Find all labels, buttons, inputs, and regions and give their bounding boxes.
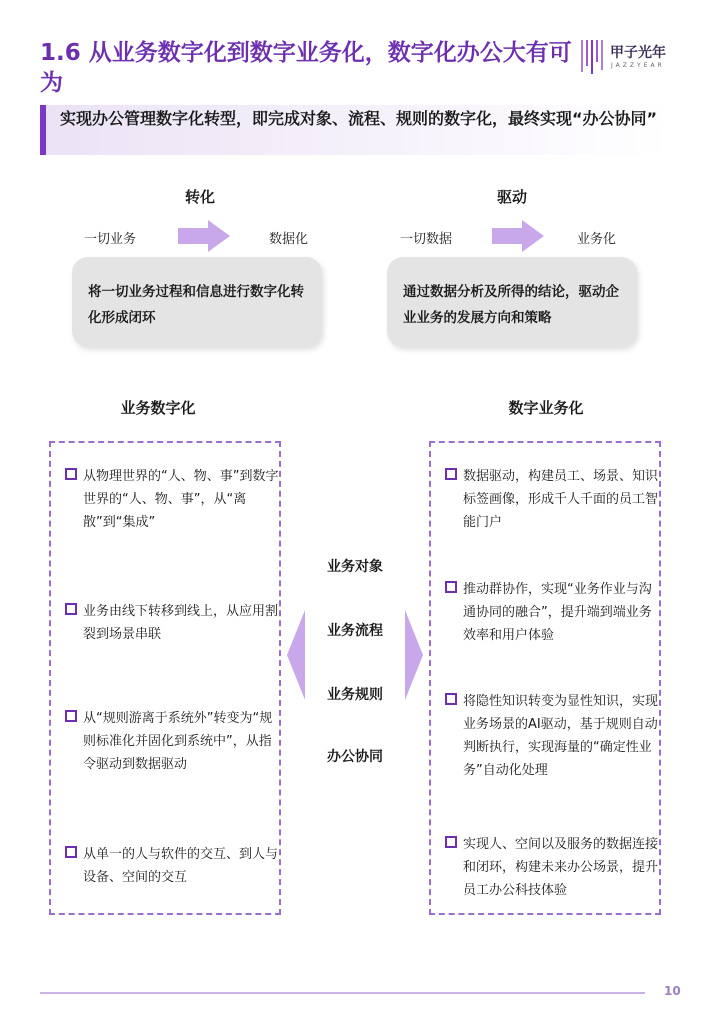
right-panel-heading: 数字业务化 [508, 399, 584, 417]
transform-desc: 将一切业务过程和信息进行数字化转化形成闭环 [88, 284, 304, 326]
logo-name: 甲子光年 [610, 45, 666, 61]
transform-heading: 转化 [184, 188, 215, 206]
square-bullet-icon [445, 468, 457, 480]
right-arrow-icon [178, 220, 230, 252]
logo-bars-icon [580, 38, 604, 74]
right-arrow-icon [492, 220, 544, 252]
page-title: 1.6 从业务数字化到数字业务化，数字化办公大有可为 [40, 40, 572, 96]
subtitle-bar [40, 105, 670, 155]
center-label-process: 业务流程 [327, 623, 383, 639]
square-bullet-icon [445, 581, 457, 593]
square-bullet-icon [445, 836, 457, 848]
right-panel: 数据驱动，构建员工、场景、知识标签画像，形成千人千面的员工智能门户 推动群协作，实现“业务作业与沟通协同的融合”，提升端到端业务效率和用户体验 将隐性知识转变为显性知识，实现业务场景的AI驱动，基于规则自动判断执行，实现海量的“确定性业务”自动化处理 实现人、空间以及服务的数据连接和闭环，构建未来办公场景，提升员工办公科技体验 [429, 441, 661, 915]
drive-from-label: 一切数据 [400, 232, 453, 247]
transform-to-label: 数据化 [269, 232, 309, 247]
page-number: 10 [664, 984, 681, 998]
transform-desc-box [72, 257, 322, 347]
center-label-collab: 办公协同 [327, 749, 383, 765]
drive-desc: 通过数据分析及所得的结论，驱动企业业务的发展方向和策略 [403, 284, 619, 326]
left-panel: 从物理世界的“人、物、事”到数字世界的“人、物、事”，从“离散”到“集成” 业务由线下转移到线上，从应用割裂到场景串联 从“规则游离于系统外”转变为“规则标准化并固化到系统中”，从指令驱动到数据驱动 从单一的人与软件的交互、到人与设备、空间的交互 [49, 441, 281, 915]
drive-desc-box [387, 257, 637, 347]
square-bullet-icon [65, 846, 77, 858]
subtitle-text: 实现办公管理数字化转型，即完成对象、流程、规则的数字化，最终实现“办公协同” [60, 109, 658, 128]
logo-subtitle: JAZZYEAR [611, 62, 665, 69]
center-label-rule: 业务规则 [327, 687, 383, 703]
square-bullet-icon [445, 693, 457, 705]
drive-heading: 驱动 [496, 188, 527, 206]
square-bullet-icon [65, 603, 77, 615]
square-bullet-icon [65, 468, 77, 480]
transform-from-label: 一切业务 [84, 232, 137, 247]
drive-to-label: 业务化 [577, 232, 617, 247]
left-panel-heading: 业务数字化 [120, 399, 196, 417]
square-bullet-icon [65, 710, 77, 722]
footer-divider [40, 992, 645, 994]
center-label-object: 业务对象 [327, 559, 383, 575]
jazzyear-logo [580, 38, 685, 74]
